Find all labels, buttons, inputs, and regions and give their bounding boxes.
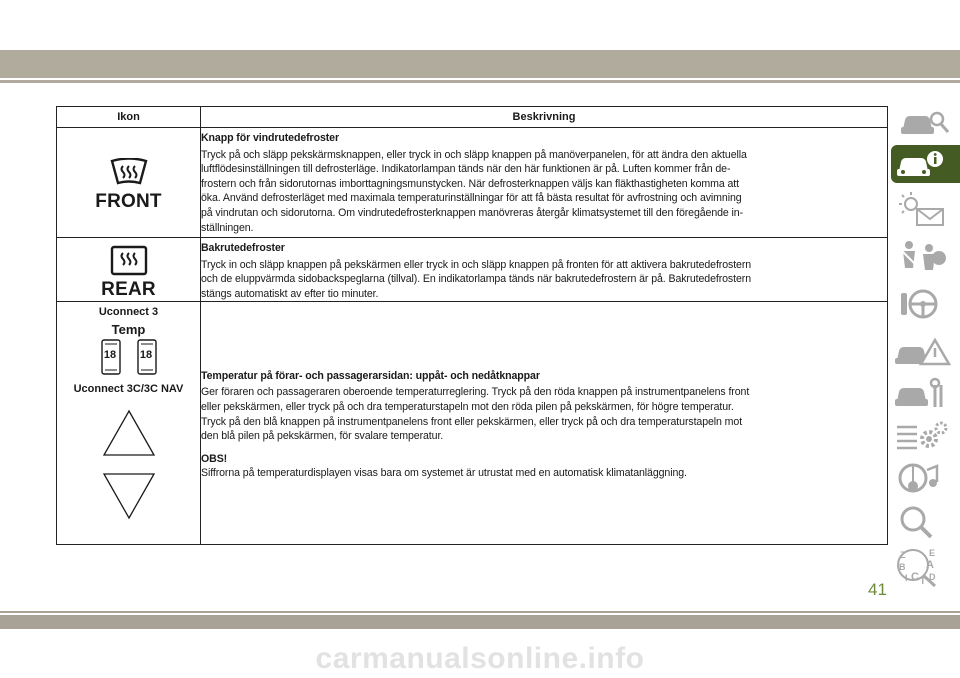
desc-line: luftflödesinställningen till defrosterläge. Indikatorlampan tänds när den här funktionen är på. Luften kommer från de- — [201, 163, 731, 176]
page-number: 41 — [868, 580, 887, 599]
index-letter: D — [929, 572, 936, 582]
tab-specifications[interactable] — [891, 417, 960, 455]
temp-value-right: 18 — [139, 349, 153, 362]
tab-servicing[interactable] — [891, 375, 960, 413]
desc-line: och de eluppvärmda sidobackspeglarna (tillval). En indikatorlampa tänds när bakrutedefrostern är på. Bakrutedefrostern — [201, 273, 751, 286]
steering-wheel-icon — [891, 285, 960, 323]
temp-up-arrow-icon — [57, 409, 200, 462]
index-letter: Z — [900, 550, 906, 560]
desc-line: eller pekskärmen, eller tryck på och dra temperaturstapeln mot den röda pilen på pekskärmen, för högre temperatur. — [201, 400, 734, 413]
temp-label: Temp — [111, 322, 146, 338]
car-emergency-icon — [891, 332, 960, 370]
top-band — [0, 50, 960, 78]
warning-light-message-icon — [891, 190, 960, 228]
table-row — [57, 238, 888, 302]
icon-cell — [57, 302, 201, 545]
desc-line: på vindrutan och sidorutorna. Om vindrutedefrosterknappen manövreras återgår klimatsystemet till den föregående in- — [201, 206, 744, 219]
icon-cell — [57, 238, 201, 302]
desc-line: den blå pilen på pekskärmen, för svalare temperatur. — [201, 430, 444, 443]
index-letter: E — [929, 548, 936, 558]
uconnect3-label: Uconnect 3 — [98, 306, 159, 319]
table-row — [57, 302, 888, 545]
note-text: Siffrorna på temperaturdisplayen visas bara om systemet är utrustat med en automatisk klimatanläggning. — [201, 467, 687, 480]
tab-car-magnifier[interactable] — [891, 103, 960, 141]
header-icon: Ikon — [57, 107, 201, 128]
header-description: Beskrivning — [201, 107, 888, 128]
car-info-icon — [891, 145, 960, 183]
front-label: FRONT — [95, 191, 162, 212]
description-cell — [201, 302, 888, 545]
seatbelt-airbag-icon — [891, 238, 960, 276]
front-defrost-icon — [57, 158, 200, 213]
desc-line: Tryck på och släpp pekskärmsknappen, eller tryck in och släpp knappen på manöverpanelen, för att ändra den aktuella — [201, 148, 747, 161]
row-title: Bakrutedefroster — [201, 242, 285, 254]
specifications-gear-icon — [891, 417, 960, 455]
rear-label: REAR — [101, 279, 156, 300]
index-letter: C — [911, 571, 919, 583]
car-wrench-icon — [891, 375, 960, 413]
index-letter: I — [905, 573, 908, 583]
multimedia-note-icon — [891, 458, 960, 496]
temp-icon — [57, 323, 200, 379]
tab-multimedia[interactable] — [891, 458, 960, 496]
description-cell — [201, 128, 888, 238]
uconnect3c-label: Uconnect 3C/3C NAV — [73, 383, 184, 396]
tab-emergency[interactable] — [891, 332, 960, 370]
index-letter: T — [920, 576, 926, 586]
desc-line: öka. Använd defrosterläget med maximala temperaturinställningar för att få bästa resultat för avfrostning och avimning — [201, 192, 742, 205]
rear-defrost-icon — [57, 244, 200, 301]
tab-safety[interactable] — [891, 238, 960, 276]
top-band-line — [0, 80, 960, 83]
temp-down-arrow-icon — [57, 472, 200, 525]
note-title: OBS! — [201, 452, 228, 465]
desc-line: Ger föraren och passageraren oberoende temperaturreglering. Tryck på den röda knappen på instrumentpanelens front — [201, 386, 750, 399]
row-title: Knapp för vindrutedefroster — [201, 132, 339, 144]
table-header-row — [57, 107, 888, 128]
car-magnifier-icon — [891, 103, 960, 141]
desc-line: frostern och från sidorutornas imborttagningsmunstycken. När defrosterknappen väljs kan fläkthastigheten komma att — [201, 177, 739, 190]
tab-starting-driving[interactable] — [891, 285, 960, 323]
icon-cell — [57, 128, 201, 238]
tab-car-info[interactable] — [891, 145, 960, 183]
desc-line: ställningen. — [201, 221, 254, 234]
tab-search[interactable] — [891, 503, 960, 541]
controls-table — [56, 106, 888, 545]
bottom-band — [0, 615, 960, 629]
table-row — [57, 128, 888, 238]
search-icon — [891, 503, 960, 541]
bottom-band-line — [0, 611, 960, 613]
description-cell — [201, 238, 888, 302]
watermark: carmanualsonline.info — [315, 642, 645, 675]
desc-line: stängs automatiskt av efter tio minuter. — [201, 287, 379, 300]
desc-line: Tryck in och släpp knappen på pekskärmen eller tryck in och släpp knappen på fronten för att aktivera bakrutedefrostern — [201, 258, 752, 271]
tab-warning-lights[interactable] — [891, 190, 960, 228]
row-title: Temperatur på förar- och passagerarsidan: uppåt- och nedåtknappar — [201, 369, 540, 382]
tab-index[interactable] — [891, 545, 960, 587]
temp-value-left: 18 — [103, 349, 117, 362]
desc-line: Tryck på den blå knappen på instrumentpanelens front eller pekskärmen, eller tryck på och dra temperaturstapeln mot — [201, 415, 743, 428]
index-letter: A — [926, 559, 934, 571]
index-letter: B — [899, 562, 906, 572]
